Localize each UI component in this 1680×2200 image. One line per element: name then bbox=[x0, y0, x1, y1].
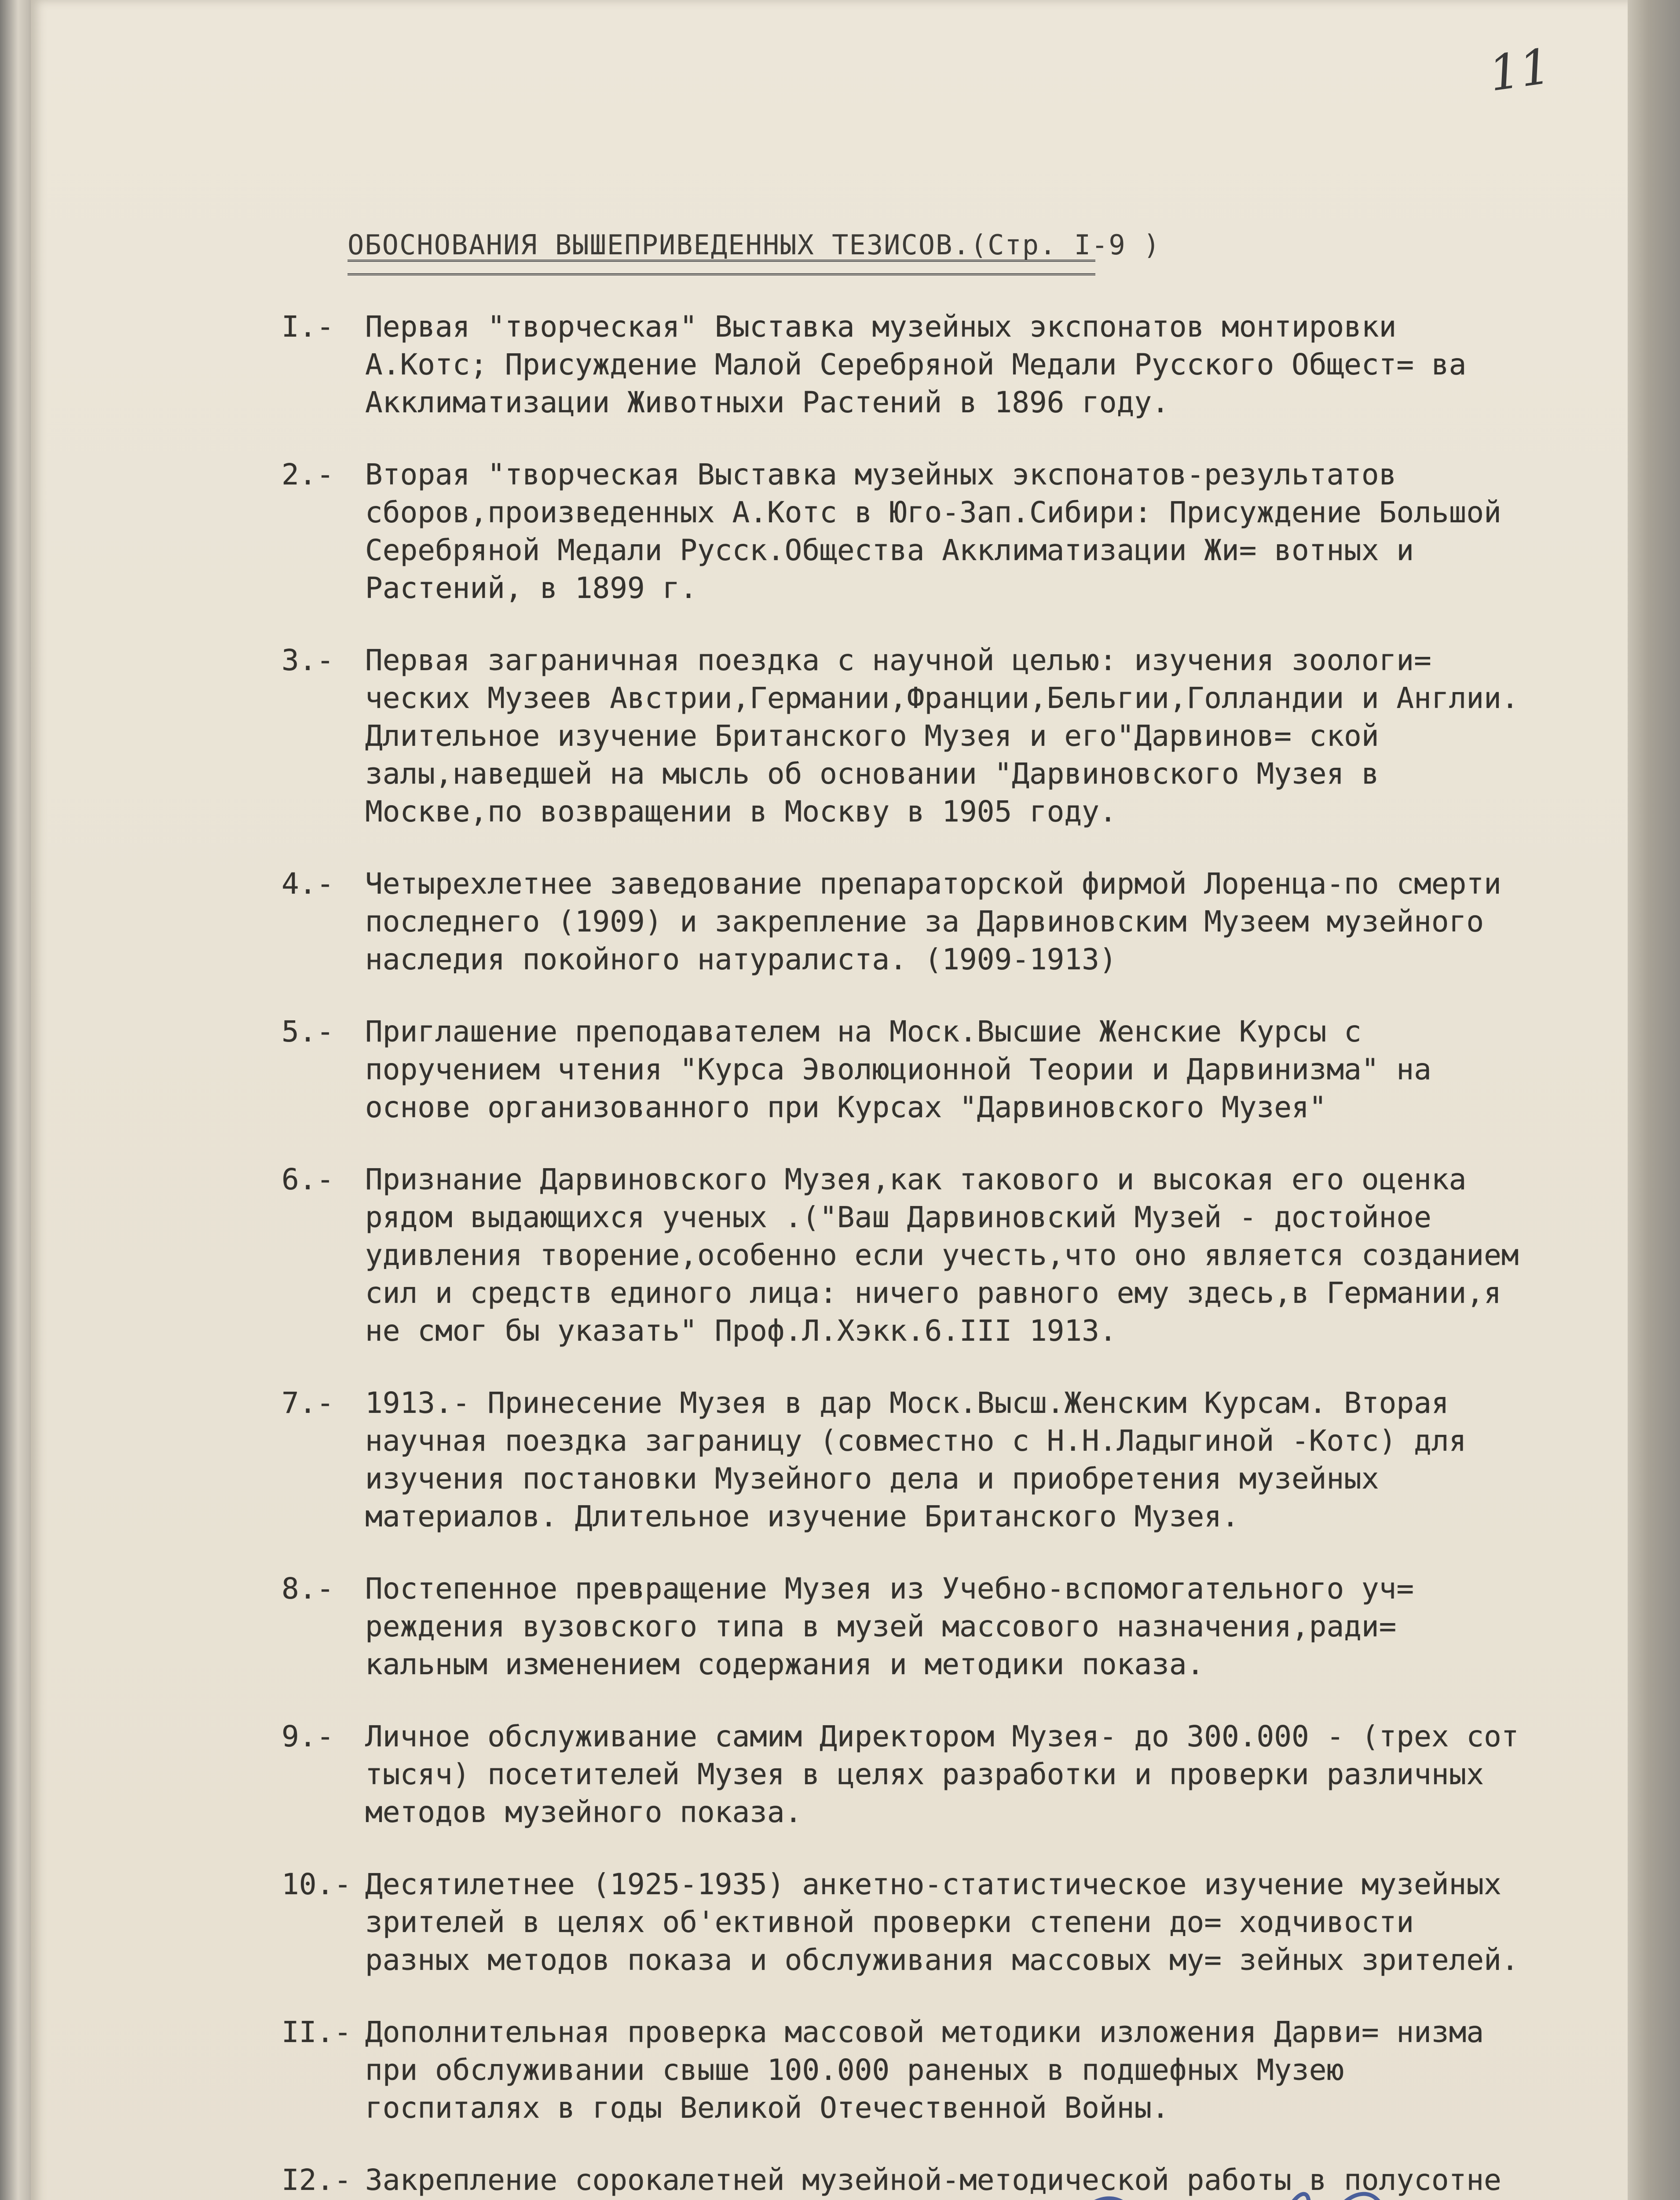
thesis-number: I2.- bbox=[282, 2163, 351, 2197]
thesis-text: Признание Дарвиновского Музея,как такового и высокая его оценка рядом выдающихся ученых .("Ваш Дарвиновский Музей - достойное удивления творение,особенно если учесть,что оно является созданием сил и средств единого лица: ничего равного ему здесь,в Германии,я не смог бы указать" Проф.Л.Хэкк.6.III 1913. bbox=[365, 1162, 1519, 1348]
thesis-item bbox=[282, 642, 1531, 831]
footer-block bbox=[515, 2185, 1004, 2200]
thesis-number: 6.- bbox=[282, 1162, 334, 1196]
thesis-number: II.- bbox=[282, 2015, 351, 2049]
thesis-text: Приглашение преподавателем на Моск.Высшие Женские Курсы с поручением чтения "Курса Эволюционной Теории и Дарвинизма" на основе организованного при Курсах "Дарвиновского Музея" bbox=[365, 1015, 1431, 1124]
thesis-item bbox=[282, 865, 1531, 979]
thesis-list bbox=[282, 308, 1531, 2200]
underlying-page-edge bbox=[0, 0, 33, 2200]
thesis-item bbox=[282, 2013, 1531, 2127]
thesis-item bbox=[282, 1384, 1531, 1536]
thesis-number: 9.- bbox=[282, 1720, 334, 1753]
thesis-number: 3.- bbox=[282, 643, 334, 677]
thesis-text: Личное обслуживание самим Директором Музея- до 300.000 - (трех сот тысяч) посетителей Музея в целях разработки и проверки различных методов музейного показа. bbox=[365, 1720, 1519, 1829]
thesis-text: Десятилетнее (1925-1935) анкетно-статистическое изучение музейных зрителей в целях об'ективной проверки степени до= ходчивости разных методов показа и обслуживания массовых му= зейных зрителей. bbox=[365, 1867, 1519, 1977]
folder-edge bbox=[1628, 0, 1680, 2200]
thesis-number: 2.- bbox=[282, 458, 334, 491]
thesis-text: Дополнительная проверка массовой методики изложения Дарви= низма при обслуживании свыше 100.000 раненых в подшефных Музею госпиталях в годы Великой Отечественной Войны. bbox=[365, 2015, 1484, 2125]
thesis-item bbox=[282, 1570, 1531, 1683]
page-number: 11 bbox=[1485, 37, 1555, 103]
thesis-text: 1913.- Принесение Музея в дар Моск.Высш.Женским Курсам. Вторая научная поездка заграницу (совместно с Н.Н.Ладыгиной -Котс) для изучения постановки Музейного дела и приобретения музейных материалов. Длительное изучение Британского Музея. bbox=[365, 1386, 1467, 1533]
handwritten-signature bbox=[1069, 2167, 1562, 2200]
thesis-text: Первая "творческая" Выставка музейных экспонатов монтировки А.Котс; Присуждение Малой Серебряной Медали Русского Общест= ва Акклиматизации Животныхи Растений в 1896 году. bbox=[365, 310, 1467, 419]
thesis-number: I.- bbox=[282, 310, 334, 344]
thesis-item bbox=[282, 1161, 1531, 1350]
thesis-item bbox=[282, 1013, 1531, 1126]
thesis-number: 7.- bbox=[282, 1386, 334, 1420]
thesis-item bbox=[282, 456, 1531, 607]
thesis-item bbox=[282, 1866, 1531, 1979]
thesis-text: Вторая "творческая Выставка музейных экспонатов-результатов сборов,произведенных А.Котс в Юго-Зап.Сибири: Присуждение Большой Серебряной Медали Русск.Общества Акклиматизации Жи= вотных и Растений, в 1899 г. bbox=[365, 458, 1501, 605]
thesis-number: 4.- bbox=[282, 867, 334, 901]
thesis-number: 8.- bbox=[282, 1572, 334, 1606]
thesis-item bbox=[282, 308, 1531, 422]
thesis-item bbox=[282, 1718, 1531, 1831]
title-underline bbox=[348, 260, 1095, 275]
thesis-number: 5.- bbox=[282, 1015, 334, 1049]
page-title: ОБОСНОВАНИЯ ВЫШЕПРИВЕДЕННЫХ ТЕЗИСОВ.(Стр. I-9 ) bbox=[348, 229, 1161, 261]
thesis-text: Первая заграничная поездка с научной целью: изучения зоологи= ческих Музеев Австрии,Германии,Франции,Бельгии,Голландии и Англии. Длительное изучение Британского Музея и его"Дарвинов= ской залы,наведшей на мысль об основании "Дарвиновского Музея в Москве,по возвращении в Москву в 1905 году. bbox=[365, 643, 1519, 829]
thesis-text: Постепенное превращение Музея из Учебно-вспомогательного уч= реждения вузовского типа в музей массового назначения,ради= кальным изменением содержания и методики показа. bbox=[365, 1572, 1414, 1681]
thesis-text: Четырехлетнее заведование препараторской фирмой Лоренца-по смерти последнего (1909) и закрепление за Дарвиновским Музеем музейного наследия покойного натуралиста. (1909-1913) bbox=[365, 867, 1501, 976]
thesis-text: Закрепление сорокалетней музейной-методической работы в полусотне bbox=[365, 2163, 1501, 2197]
thesis-number: 10.- bbox=[282, 1867, 351, 1901]
